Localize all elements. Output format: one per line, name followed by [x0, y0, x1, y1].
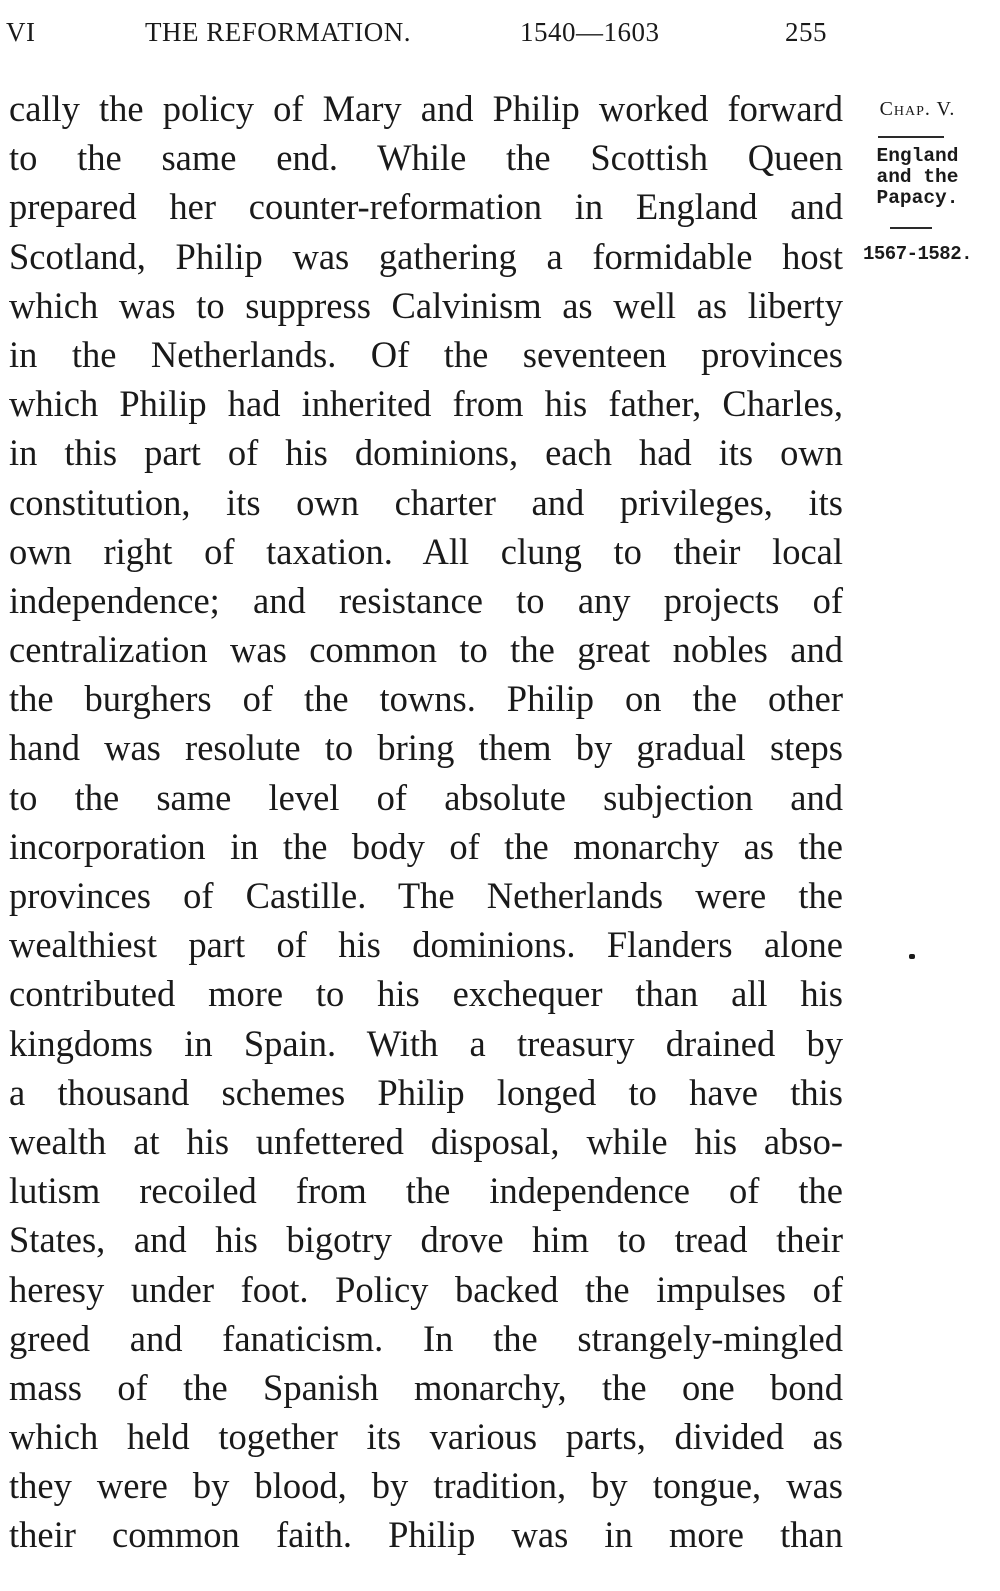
text-line: incorporation in the body of the monarchy as the — [9, 825, 843, 867]
text-line: own right of taxation. All clung to their local — [9, 530, 843, 572]
text-line: Scotland, Philip was gathering a formidable host — [9, 235, 843, 277]
body-text — [9, 84, 843, 1560]
text-line: prepared her counter-reformation in England and — [9, 186, 843, 228]
margin-topic-line: England — [876, 145, 959, 167]
margin-topic-line: Papacy. — [876, 187, 959, 209]
text-line: contributed more to his exchequer than all his — [9, 973, 843, 1015]
text-line: wealth at his unfettered disposal, while his abso- — [9, 1120, 843, 1162]
text-line: mass of the Spanish monarchy, the one bond — [9, 1366, 843, 1408]
margin-topic-line: and the — [876, 166, 959, 188]
text-line: centralization was common to the great nobles and — [9, 629, 843, 671]
text-line: which was to suppress Calvinism as well as liberty — [9, 284, 843, 326]
running-head — [0, 14, 1000, 54]
margin-years-label: 1567-1582. — [862, 243, 973, 265]
text-line: independence; and resistance to any projects of — [9, 579, 843, 621]
text-line: to the same end. While the Scottish Queen — [9, 137, 843, 179]
text-line: heresy under foot. Policy backed the impulses of — [9, 1268, 843, 1310]
ink-speck — [909, 954, 915, 959]
text-line: the burghers of the towns. Philip on the other — [9, 678, 843, 720]
text-line: a thousand schemes Philip longed to have this — [9, 1071, 843, 1113]
book-title: THE REFORMATION. — [145, 17, 412, 47]
text-line: greed and fanaticism. In the strangely-mingled — [9, 1317, 843, 1359]
margin-topic-label — [850, 146, 985, 209]
text-line: which held together its various parts, divided as — [9, 1416, 843, 1458]
text-line: States, and his bigotry drove him to tread their — [9, 1219, 843, 1261]
text-line: lutism recoiled from the independence of the — [9, 1170, 843, 1212]
text-line: in this part of his dominions, each had its own — [9, 432, 843, 474]
text-line: their common faith. Philip was in more than — [9, 1514, 843, 1556]
text-line: kingdoms in Spain. With a treasury drained by — [9, 1022, 843, 1064]
text-line: hand was resolute to bring them by gradual steps — [9, 727, 843, 769]
date-range: 1540—1603 — [520, 17, 660, 47]
page-number: 255 — [785, 17, 827, 47]
text-line: to the same level of absolute subjection and — [9, 776, 843, 818]
margin-chapter-label: Chap. V. — [879, 98, 956, 120]
margin-divider — [878, 136, 944, 138]
margin-divider — [890, 227, 932, 229]
text-line: wealthiest part of his dominions. Flanders alone — [9, 924, 843, 966]
text-line: provinces of Castille. The Netherlands were the — [9, 875, 843, 916]
text-line: which Philip had inherited from his father, Charles, — [9, 383, 843, 425]
text-line: they were by blood, by tradition, by tongue, was — [9, 1465, 843, 1507]
text-line: constitution, its own charter and privileges, its — [9, 481, 843, 523]
section-numeral: VI — [6, 17, 36, 47]
text-line: cally the policy of Mary and Philip worked forward — [9, 88, 843, 129]
text-line: in the Netherlands. Of the seventeen provinces — [9, 333, 843, 375]
